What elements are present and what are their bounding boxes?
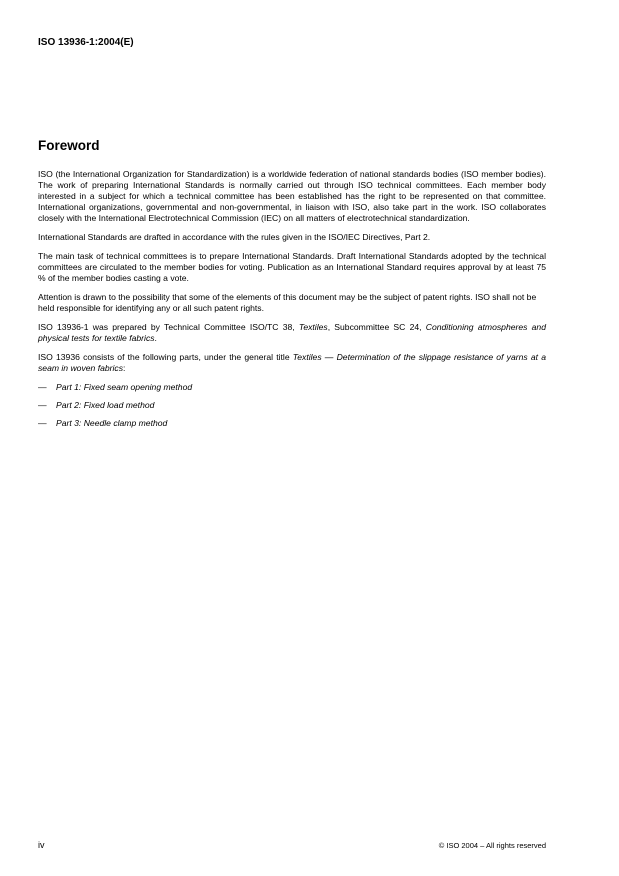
section-title: Foreword [38, 138, 100, 153]
parts-intro-end: : [123, 363, 126, 373]
document-header: ISO 13936-1:2004(E) [38, 37, 134, 48]
paragraph-prepared-by [38, 322, 546, 344]
list-dash: — [38, 382, 47, 392]
parts-list [38, 382, 546, 429]
subcommittee-name: Conditioning atmospheres and physical tests for textile fabrics [38, 322, 546, 343]
list-item [38, 400, 546, 411]
foreword-body [38, 169, 546, 436]
paragraph-main-task: The main task of technical committees is to prepare International Standards. Draft International Standards adopted by the technical committees are circulated to the member bodies for voting. Publication as an International Standard requires approval by at least 75 % of the member bodies casting a vote. [38, 251, 546, 283]
copyright-notice: © ISO 2004 – All rights reserved [438, 841, 546, 850]
paragraph-parts-intro [38, 352, 546, 374]
paragraph-directives: International Standards are drafted in accordance with the rules given in the ISO/IEC Directives, Part 2. [38, 232, 431, 242]
paragraph-iso-intro: ISO (the International Organization for Standardization) is a worldwide federation of national standards bodies (ISO member bodies). The work of preparing International Standards is normally carried out through ISO technical committees. Each member body interested in a subject for which a technical committee has been established has the right to be represented on that committee. International organizations, governmental and non-governmental, in liaison with ISO, also take part in the work. ISO collaborates closely with the International Electrotechnical Commission (IEC) on all matters of electrotechnical standardization. [38, 169, 546, 223]
part-label: Part 1: Fixed seam opening method [56, 382, 193, 392]
page-number: iv [38, 840, 45, 850]
parts-intro-text: ISO 13936 consists of the following parts, under the general title [38, 352, 293, 362]
list-dash: — [38, 400, 47, 410]
prepared-by-text: ISO 13936-1 was prepared by Technical Committee ISO/TC 38, [38, 322, 299, 332]
committee-name: Textiles [298, 322, 328, 332]
paragraph-patent-rights: Attention is drawn to the possibility that some of the elements of this document may be the subject of patent rights. ISO shall not be held responsible for identifying any or all such patent rights. [38, 292, 537, 313]
list-item [38, 382, 546, 393]
part-label: Part 2: Fixed load method [56, 400, 155, 410]
part-label: Part 3: Needle clamp method [56, 418, 168, 428]
prepared-by-end: . [154, 333, 157, 343]
general-title: Textiles — Determination of the slippage resistance of yarns at a seam in woven fabrics [38, 352, 546, 373]
list-item [38, 418, 546, 429]
prepared-by-middle: , Subcommittee SC 24, [327, 322, 426, 332]
list-dash: — [38, 418, 47, 428]
